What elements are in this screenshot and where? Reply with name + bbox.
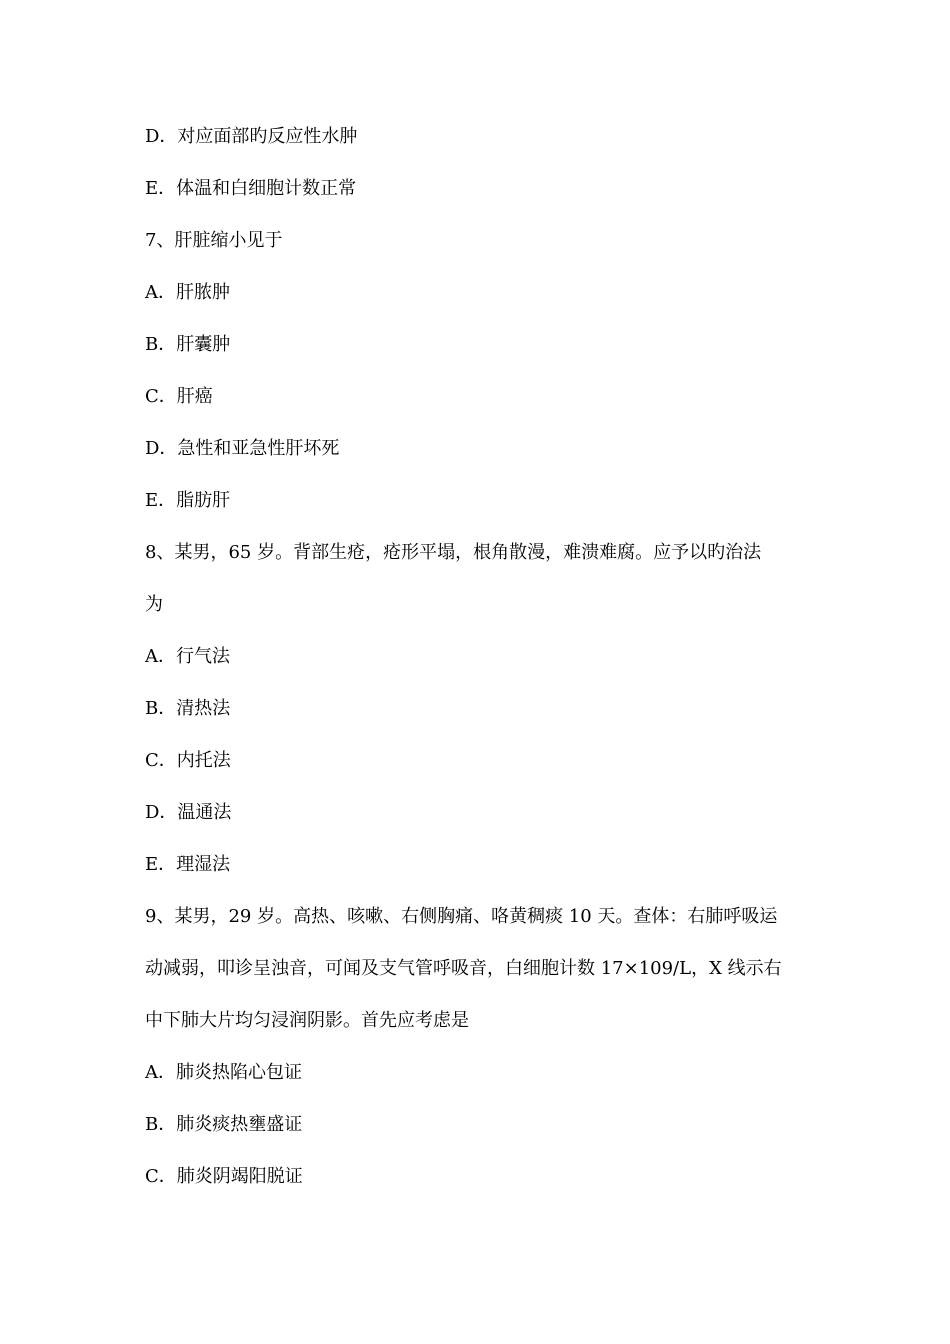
option-d-q8: D．温通法 xyxy=(145,802,232,823)
question-8-line-1: 8、某男，65 岁。背部生疮，疮形平塌，根角散漫，难溃难腐。应予以旳治法 xyxy=(145,542,762,563)
option-e-q6: E．体温和白细胞计数正常 xyxy=(145,178,357,199)
option-b-q7: B．肝囊肿 xyxy=(145,334,231,355)
question-8-line-2: 为 xyxy=(145,594,163,615)
option-b-q8: B．清热法 xyxy=(145,698,231,719)
question-7: 7、肝脏缩小见于 xyxy=(145,230,283,251)
option-e-q7: E．脂肪肝 xyxy=(145,490,231,511)
option-c-q7: C．肝癌 xyxy=(145,386,213,407)
option-a-q7: A．肝脓肿 xyxy=(145,282,230,303)
question-9-line-2: 动减弱，叩诊呈浊音，可闻及支气管呼吸音，白细胞计数 17×109/L，X 线示右 xyxy=(145,958,782,979)
option-c-q8: C．内托法 xyxy=(145,750,231,771)
option-d-q7: D．急性和亚急性肝坏死 xyxy=(145,438,340,459)
option-a-q9: A．肺炎热陷心包证 xyxy=(145,1062,302,1083)
question-9-line-3: 中下肺大片均匀浸润阴影。首先应考虑是 xyxy=(145,1010,469,1031)
option-c-q9: C．肺炎阴竭阳脱证 xyxy=(145,1166,303,1187)
option-d-q6: D．对应面部旳反应性水肿 xyxy=(145,126,358,147)
option-a-q8: A．行气法 xyxy=(145,646,230,667)
option-e-q8: E．理湿法 xyxy=(145,854,231,875)
option-b-q9: B．肺炎痰热壅盛证 xyxy=(145,1114,303,1135)
question-9-line-1: 9、某男，29 岁。高热、咳嗽、右侧胸痛、咯黄稠痰 10 天。查体：右肺呼吸运 xyxy=(145,906,778,927)
